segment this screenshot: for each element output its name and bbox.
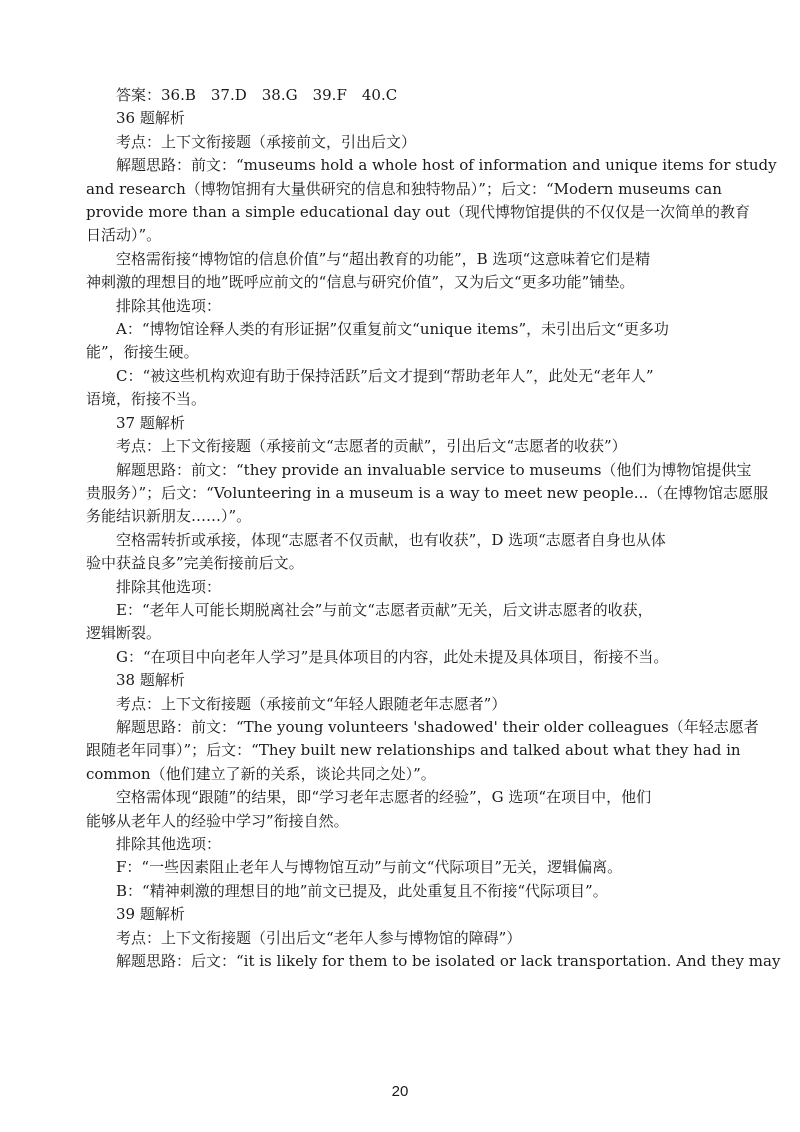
q38-silu-line-1: 解题思路：前文：“The young volunteers 'shadowed' their older colleagues（年轻志愿者 [116, 717, 759, 736]
q38-option-b-line-1: B：“精神刺激的理想目的地”前文已提及，此处重复且不衔接“代际项目”。 [116, 881, 608, 900]
q36-silu-line-4: 日活动）”。 [86, 226, 162, 245]
q36-silu-line-3: provide more than a simple educational day out（现代博物馆提供的不仅仅是一次简单的教育 [86, 203, 750, 222]
q36-option-c-line-2: 语境，衔接不当。 [86, 390, 207, 409]
q37-option-e-line-1: E：“老年人可能长期脱离社会”与前文“志愿者贡献”无关，后文讲志愿者的收获， [116, 600, 653, 619]
q39-heading: 39 题解析 [116, 905, 185, 924]
q38-option-f-line-1: F：“一些因素阻止老年人与博物馆互动”与前文“代际项目”无关，逻辑偏离。 [116, 858, 623, 877]
q37-analysis-line-1: 空格需转折或承接，体现“志愿者不仅贡献，也有收获”，D 选项“志愿者自身也从体 [116, 530, 666, 549]
q36-option-a-line-1: A：“博物馆诠释人类的有形证据”仅重复前文“unique items”，未引出后文“更多功 [116, 320, 669, 339]
q36-silu-line-2: and research（博物馆拥有大量供研究的信息和独特物品）”；后文：“Modern museums can [86, 179, 722, 198]
q37-exclude-title: 排除其他选项： [116, 577, 222, 596]
q38-analysis-line-2: 能够从老年人的经验中学习”衔接自然。 [86, 811, 349, 830]
q36-analysis-line-2: 神刺激的理想目的地”既呼应前文的“信息与研究价值”，又为后文“更多功能”铺垫。 [86, 273, 635, 292]
document-page [86, 84, 781, 973]
q38-silu-line-2: 跟随老年同事）”；后文：“They built new relationships and talked about what they had in [86, 741, 741, 760]
q37-analysis-line-2: 验中获益良多”完美衔接前后文。 [86, 554, 304, 573]
q36-exclude-title: 排除其他选项： [116, 296, 222, 315]
q37-silu-line-3: 务能结识新朋友……）”。 [86, 507, 252, 526]
q37-option-g-line-1: G：“在项目中向老年人学习”是具体项目的内容，此处未提及具体项目，衔接不当。 [116, 647, 669, 666]
answer-key-line: 答案：36.B 37.D 38.G 39.F 40.C [116, 86, 398, 104]
q37-silu-line-1: 解题思路：前文：“they provide an invaluable service to museums（他们为博物馆提供宝 [116, 460, 752, 479]
q38-silu-line-3: common（他们建立了新的关系，谈论共同之处）”。 [86, 764, 436, 783]
page-number: 20 [391, 1083, 409, 1100]
q36-option-c-line-1: C：“被这些机构欢迎有助于保持活跃”后文才提到“帮助老年人”，此处无“老年人” [116, 366, 654, 385]
q39-kaodian: 考点：上下文衔接题（引出后文“老年人参与博物馆的障碍”） [116, 928, 522, 947]
q36-option-a-line-2: 能”，衔接生硬。 [86, 343, 199, 362]
q38-analysis-line-1: 空格需体现“跟随”的结果，即“学习老年志愿者的经验”，G 选项“在项目中，他们 [116, 788, 652, 807]
q36-analysis-line-1: 空格需衔接“博物馆的信息价值”与“超出教育的功能”，B 选项“这意味着它们是精 [116, 249, 651, 268]
q38-heading: 38 题解析 [116, 671, 185, 690]
q37-heading: 37 题解析 [116, 413, 185, 432]
q36-silu-line-1: 解题思路：前文：“museums hold a whole host of information and unique items for study [116, 156, 777, 175]
q39-silu-line-1: 解题思路：后文：“it is likely for them to be isolated or lack transportation. And they may [116, 952, 781, 971]
q38-kaodian: 考点：上下文衔接题（承接前文“年轻人跟随老年志愿者”） [116, 694, 507, 713]
q37-option-e-line-2: 逻辑断裂。 [86, 624, 162, 643]
q36-kaodian: 考点：上下文衔接题（承接前文，引出后文） [116, 132, 417, 151]
q36-heading: 36 题解析 [116, 109, 185, 128]
q37-kaodian: 考点：上下文衔接题（承接前文“志愿者的贡献”，引出后文“志愿者的收获”） [116, 437, 627, 456]
q38-exclude-title: 排除其他选项： [116, 835, 222, 853]
q37-silu-line-2: 贵服务）”；后文：“Volunteering in a museum is a way to meet new people...（在博物馆志愿服 [86, 483, 769, 502]
